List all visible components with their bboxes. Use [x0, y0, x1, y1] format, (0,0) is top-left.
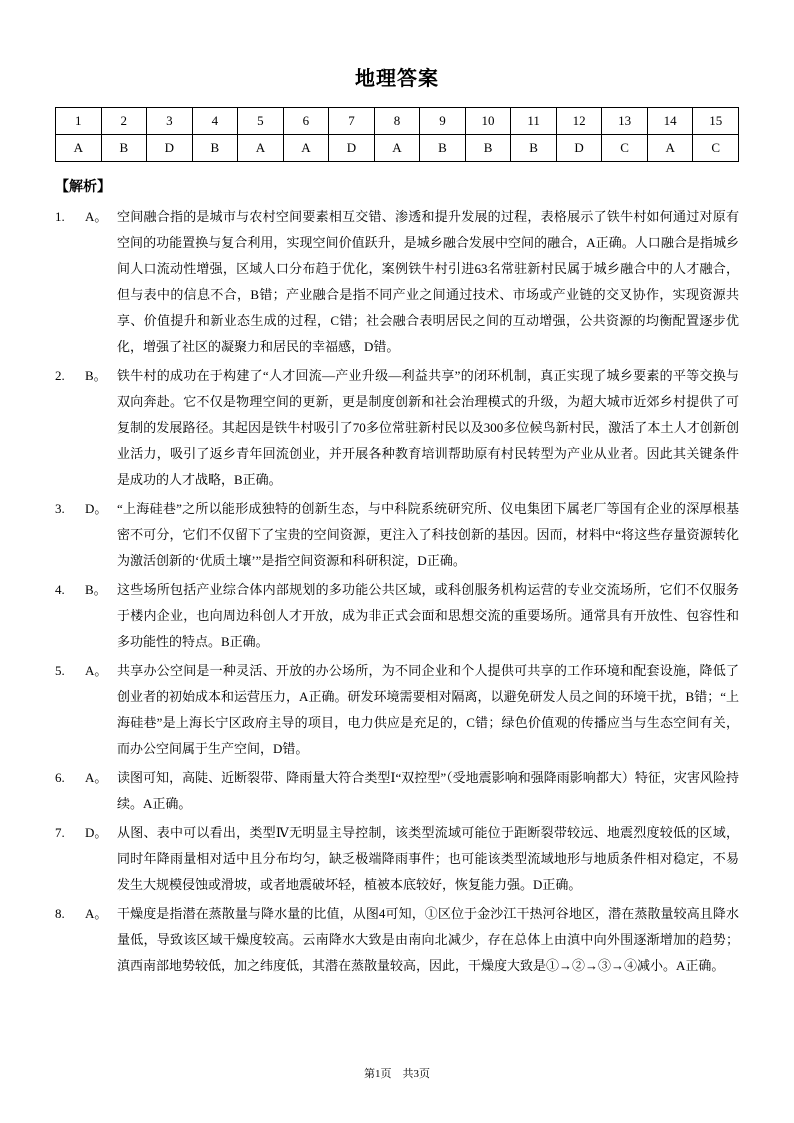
- answer-number-cell: 13: [602, 108, 648, 135]
- item-number: 3.: [55, 501, 65, 516]
- answer-number-cell: 15: [693, 108, 739, 135]
- answer-letter-cell: B: [465, 135, 511, 162]
- item-answer: A。: [85, 663, 108, 678]
- item-text: 共享办公空间是一种灵活、开放的办公场所，为不同企业和个人提供可共享的工作环境和配套设施，降低了创业者的初始成本和运营压力，A正确。研发环境需要相对隔离，以避免研发人员之间的环境干扰，B错；“上海硅巷”是上海长宁区政府主导的项目，电力供应是充足的，C错；绿色价值观的传播应当与生态空间有关，而办公空间属于生产空间，D错。: [117, 663, 739, 756]
- item-answer: A。: [85, 209, 108, 224]
- item-answer: D。: [85, 825, 108, 840]
- item-number: 4.: [55, 582, 65, 597]
- item-text: 这些场所包括产业综合体内部规划的多功能公共区域，或科创服务机构运营的专业交流场所，它们不仅服务于楼内企业，也向周边科创人才开放，成为非正式会面和思想交流的重要场所。通常具有开放性、包容性和多功能性的特点。B正确。: [117, 582, 739, 649]
- answer-letter-cell: C: [602, 135, 648, 162]
- answer-numbers-row: [56, 108, 739, 135]
- answer-letter-cell: D: [556, 135, 602, 162]
- item-number: 8.: [55, 906, 65, 921]
- answer-letter-cell: B: [101, 135, 147, 162]
- answer-number-cell: 8: [374, 108, 420, 135]
- item-number: 6.: [55, 770, 65, 785]
- answer-number-cell: 10: [465, 108, 511, 135]
- answer-letter-cell: A: [647, 135, 693, 162]
- analysis-item: [55, 658, 739, 762]
- item-answer: A。: [85, 906, 108, 921]
- analysis-item: [55, 496, 739, 574]
- answer-letter-cell: C: [693, 135, 739, 162]
- analysis-item: [55, 820, 739, 898]
- item-text: 铁牛村的成功在于构建了“人才回流—产业升级—利益共享”的闭环机制，真正实现了城乡要素的平等交换与双向奔赴。它不仅是物理空间的更新，更是制度创新和社会治理模式的升级，为超大城市近郊乡村提供了可复制的发展路径。其起因是铁牛村吸引了70多位常驻新村民以及300多位候鸟新村民，激活了本土人才创新创业活力，吸引了返乡青年回流创业，并开展各种教育培训帮助原有村民转型为产业从业者。因此其关键条件是成功的人才战略，B正确。: [117, 368, 739, 487]
- answer-letter-cell: B: [511, 135, 557, 162]
- answer-number-cell: 7: [329, 108, 375, 135]
- item-text: “上海硅巷”之所以能形成独特的创新生态，与中科院系统研究所、仪电集团下属老厂等国有企业的深厚根基密不可分，它们不仅留下了宝贵的空间资源，更注入了科技创新的基因。因而，材料中“将这些存量资源转化为激活创新的‘优质土壤’”是指空间资源和科研积淀，D正确。: [117, 501, 739, 568]
- item-number: 7.: [55, 825, 65, 840]
- answer-number-cell: 9: [420, 108, 466, 135]
- item-answer: D。: [85, 501, 108, 516]
- answer-letter-cell: A: [374, 135, 420, 162]
- item-number: 5.: [55, 663, 65, 678]
- item-answer: B。: [85, 582, 107, 597]
- answer-letters-row: [56, 135, 739, 162]
- answer-number-cell: 1: [56, 108, 102, 135]
- page-footer: 第1页 共3页: [364, 1068, 430, 1080]
- analysis-item: [55, 204, 739, 360]
- answer-letter-cell: D: [329, 135, 375, 162]
- item-text: 从图、表中可以看出，类型Ⅳ无明显主导控制，该类型流域可能位于距断裂带较远、地震烈度较低的区域，同时年降雨量相对适中且分布均匀，缺乏极端降雨事件；也可能该类型流域地形与地质条件相对稳定，不易发生大规模侵蚀或滑坡，或者地震破坏轻，植被本底较好，恢复能力强。D正确。: [117, 825, 739, 892]
- answer-table: [55, 107, 739, 162]
- answer-letter-cell: D: [147, 135, 193, 162]
- answer-number-cell: 2: [101, 108, 147, 135]
- analysis-header: 【解析】: [55, 180, 111, 195]
- answer-number-cell: 14: [647, 108, 693, 135]
- answer-letter-cell: A: [238, 135, 284, 162]
- answer-number-cell: 11: [511, 108, 557, 135]
- item-text: 干燥度是指潜在蒸散量与降水量的比值，从图4可知，①区位于金沙江干热河谷地区，潜在蒸散量较高且降水量低，导致该区域干燥度较高。云南降水大致是由南向北减少，存在总体上由滇中向外围逐渐增加的趋势；滇西南部地势较低，加之纬度低，其潜在蒸散量较高，因此，干燥度大致是①→②→③→④减小。A正确。: [117, 906, 739, 973]
- answer-number-cell: 6: [283, 108, 329, 135]
- item-answer: B。: [85, 368, 107, 383]
- answer-number-cell: 5: [238, 108, 284, 135]
- answer-letter-cell: B: [420, 135, 466, 162]
- analysis-item: [55, 901, 739, 979]
- answer-number-cell: 3: [147, 108, 193, 135]
- item-number: 2.: [55, 368, 65, 383]
- answer-number-cell: 12: [556, 108, 602, 135]
- analysis-item: [55, 363, 739, 493]
- analysis-list: [55, 204, 739, 979]
- item-text: 读图可知，高陡、近断裂带、降雨量大符合类型Ⅰ“双控型”（受地震影响和强降雨影响都大）特征，灾害风险持续。A正确。: [117, 770, 739, 811]
- item-text: 空间融合指的是城市与农村空间要素相互交错、渗透和提升发展的过程，表格展示了铁牛村如何通过对原有空间的功能置换与复合利用，实现空间价值跃升，是城乡融合发展中空间的融合，A正确。人口融合是指城乡间人口流动性增强，区域人口分布趋于优化，案例铁牛村引进63名常驻新村民属于城乡融合中的人才融合，但与表中的信息不合，B错；产业融合是指不同产业之间通过技术、市场或产业链的交叉协作，实现资源共享、价值提升和新业态生成的过程，C错；社会融合表明居民之间的互动增强，公共资源的均衡配置逐步优化，增强了社区的凝聚力和居民的幸福感，D错。: [117, 209, 739, 354]
- analysis-item: [55, 765, 739, 817]
- answer-letter-cell: B: [192, 135, 238, 162]
- answer-letter-cell: A: [283, 135, 329, 162]
- item-number: 1.: [55, 209, 65, 224]
- answer-number-cell: 4: [192, 108, 238, 135]
- page-title: 地理答案: [355, 68, 439, 90]
- answer-letter-cell: A: [56, 135, 102, 162]
- item-answer: A。: [85, 770, 108, 785]
- analysis-item: [55, 577, 739, 655]
